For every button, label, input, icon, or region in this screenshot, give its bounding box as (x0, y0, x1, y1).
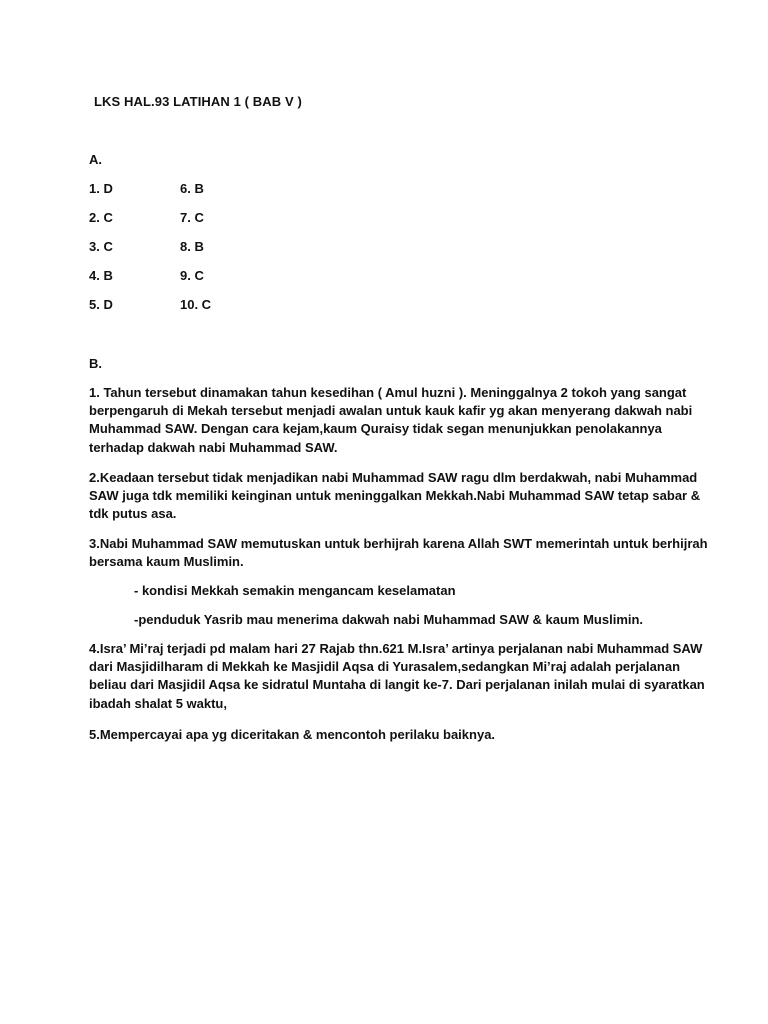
paragraph-line: terhadap dakwah nabi Muhammad SAW. (89, 439, 338, 455)
answer-paragraph-4 (89, 640, 705, 713)
paragraph-line: dari Masjidilharam di Mekkah ke Masjidil Aqsa di Yurasalem,sedangkan Mi’raj adalah perjalanan (89, 659, 681, 675)
answer-item: 1. D (89, 181, 113, 196)
answer-paragraph-3 (89, 535, 708, 571)
answer-item: 4. B (89, 268, 113, 283)
paragraph-line: berpengaruh di Mekah tersebut menjadi awalan untuk kauk kafir yg akan menyerang dakwah nabi (89, 403, 693, 419)
reason-item-2: -penduduk Yasrib mau menerima dakwah nabi Muhammad SAW & kaum Muslimin. (134, 612, 644, 627)
answer-item: 3. C (89, 239, 113, 254)
answer-item: 6. B (180, 181, 204, 196)
answer-item: 2. C (89, 210, 113, 225)
reason-item-1: - kondisi Mekkah semakin mengancam keselamatan (134, 583, 456, 598)
answer-item: 5. D (89, 297, 113, 312)
answer-row (89, 268, 389, 286)
paragraph-line: 2.Keadaan tersebut tidak menjadikan nabi Muhammad SAW ragu dlm berdakwah, nabi Muhammad (89, 470, 698, 485)
section-a-label: A. (89, 152, 102, 167)
paragraph-line: ibadah shalat 5 waktu, (89, 695, 227, 711)
paragraph-line: 3.Nabi Muhammad SAW memutuskan untuk berhijrah karena Allah SWT memerintah untuk berhijrah (89, 536, 708, 551)
section-b-label: B. (89, 356, 102, 371)
answer-paragraph-2 (89, 469, 701, 524)
paragraph-line: tdk putus asa. (89, 506, 177, 522)
paragraph-line: bersama kaum Muslimin. (89, 554, 244, 570)
answer-row (89, 297, 389, 315)
paragraph-line: beliau dari Masjidil Aqsa ke sidratul Muntaha di langit ke-7. Dari perjalanan inilah mulai di syaratkan (89, 677, 705, 693)
document-title: LKS HAL.93 LATIHAN 1 ( BAB V ) (94, 94, 302, 109)
answer-row (89, 181, 389, 199)
answer-item: 10. C (180, 297, 212, 312)
paragraph-line: Muhammad SAW. Dengan cara kejam,kaum Quraisy tidak segan menunjukkan penolakannya (89, 421, 662, 437)
paragraph-line: SAW juga tdk memiliki keinginan untuk meninggalkan Mekkah.Nabi Muhammad SAW tetap sabar & (89, 488, 701, 504)
paragraph-line: 4.Isra’ Mi’raj terjadi pd malam hari 27 Rajab thn.621 M.Isra’ artinya perjalanan nabi Muhammad SAW (89, 641, 703, 656)
paragraph-line: 5.Mempercayai apa yg diceritakan & mencontoh perilaku baiknya. (89, 727, 496, 742)
answer-row (89, 210, 389, 228)
answer-item: 9. C (180, 268, 204, 283)
paragraph-line: 1. Tahun tersebut dinamakan tahun kesedihan ( Amul huzni ). Meninggalnya 2 tokoh yang sangat (89, 385, 687, 400)
answer-item: 7. C (180, 210, 204, 225)
answer-paragraph-1 (89, 384, 693, 457)
answer-item: 8. B (180, 239, 204, 254)
answer-paragraph-5 (89, 726, 689, 744)
answer-row (89, 239, 389, 257)
